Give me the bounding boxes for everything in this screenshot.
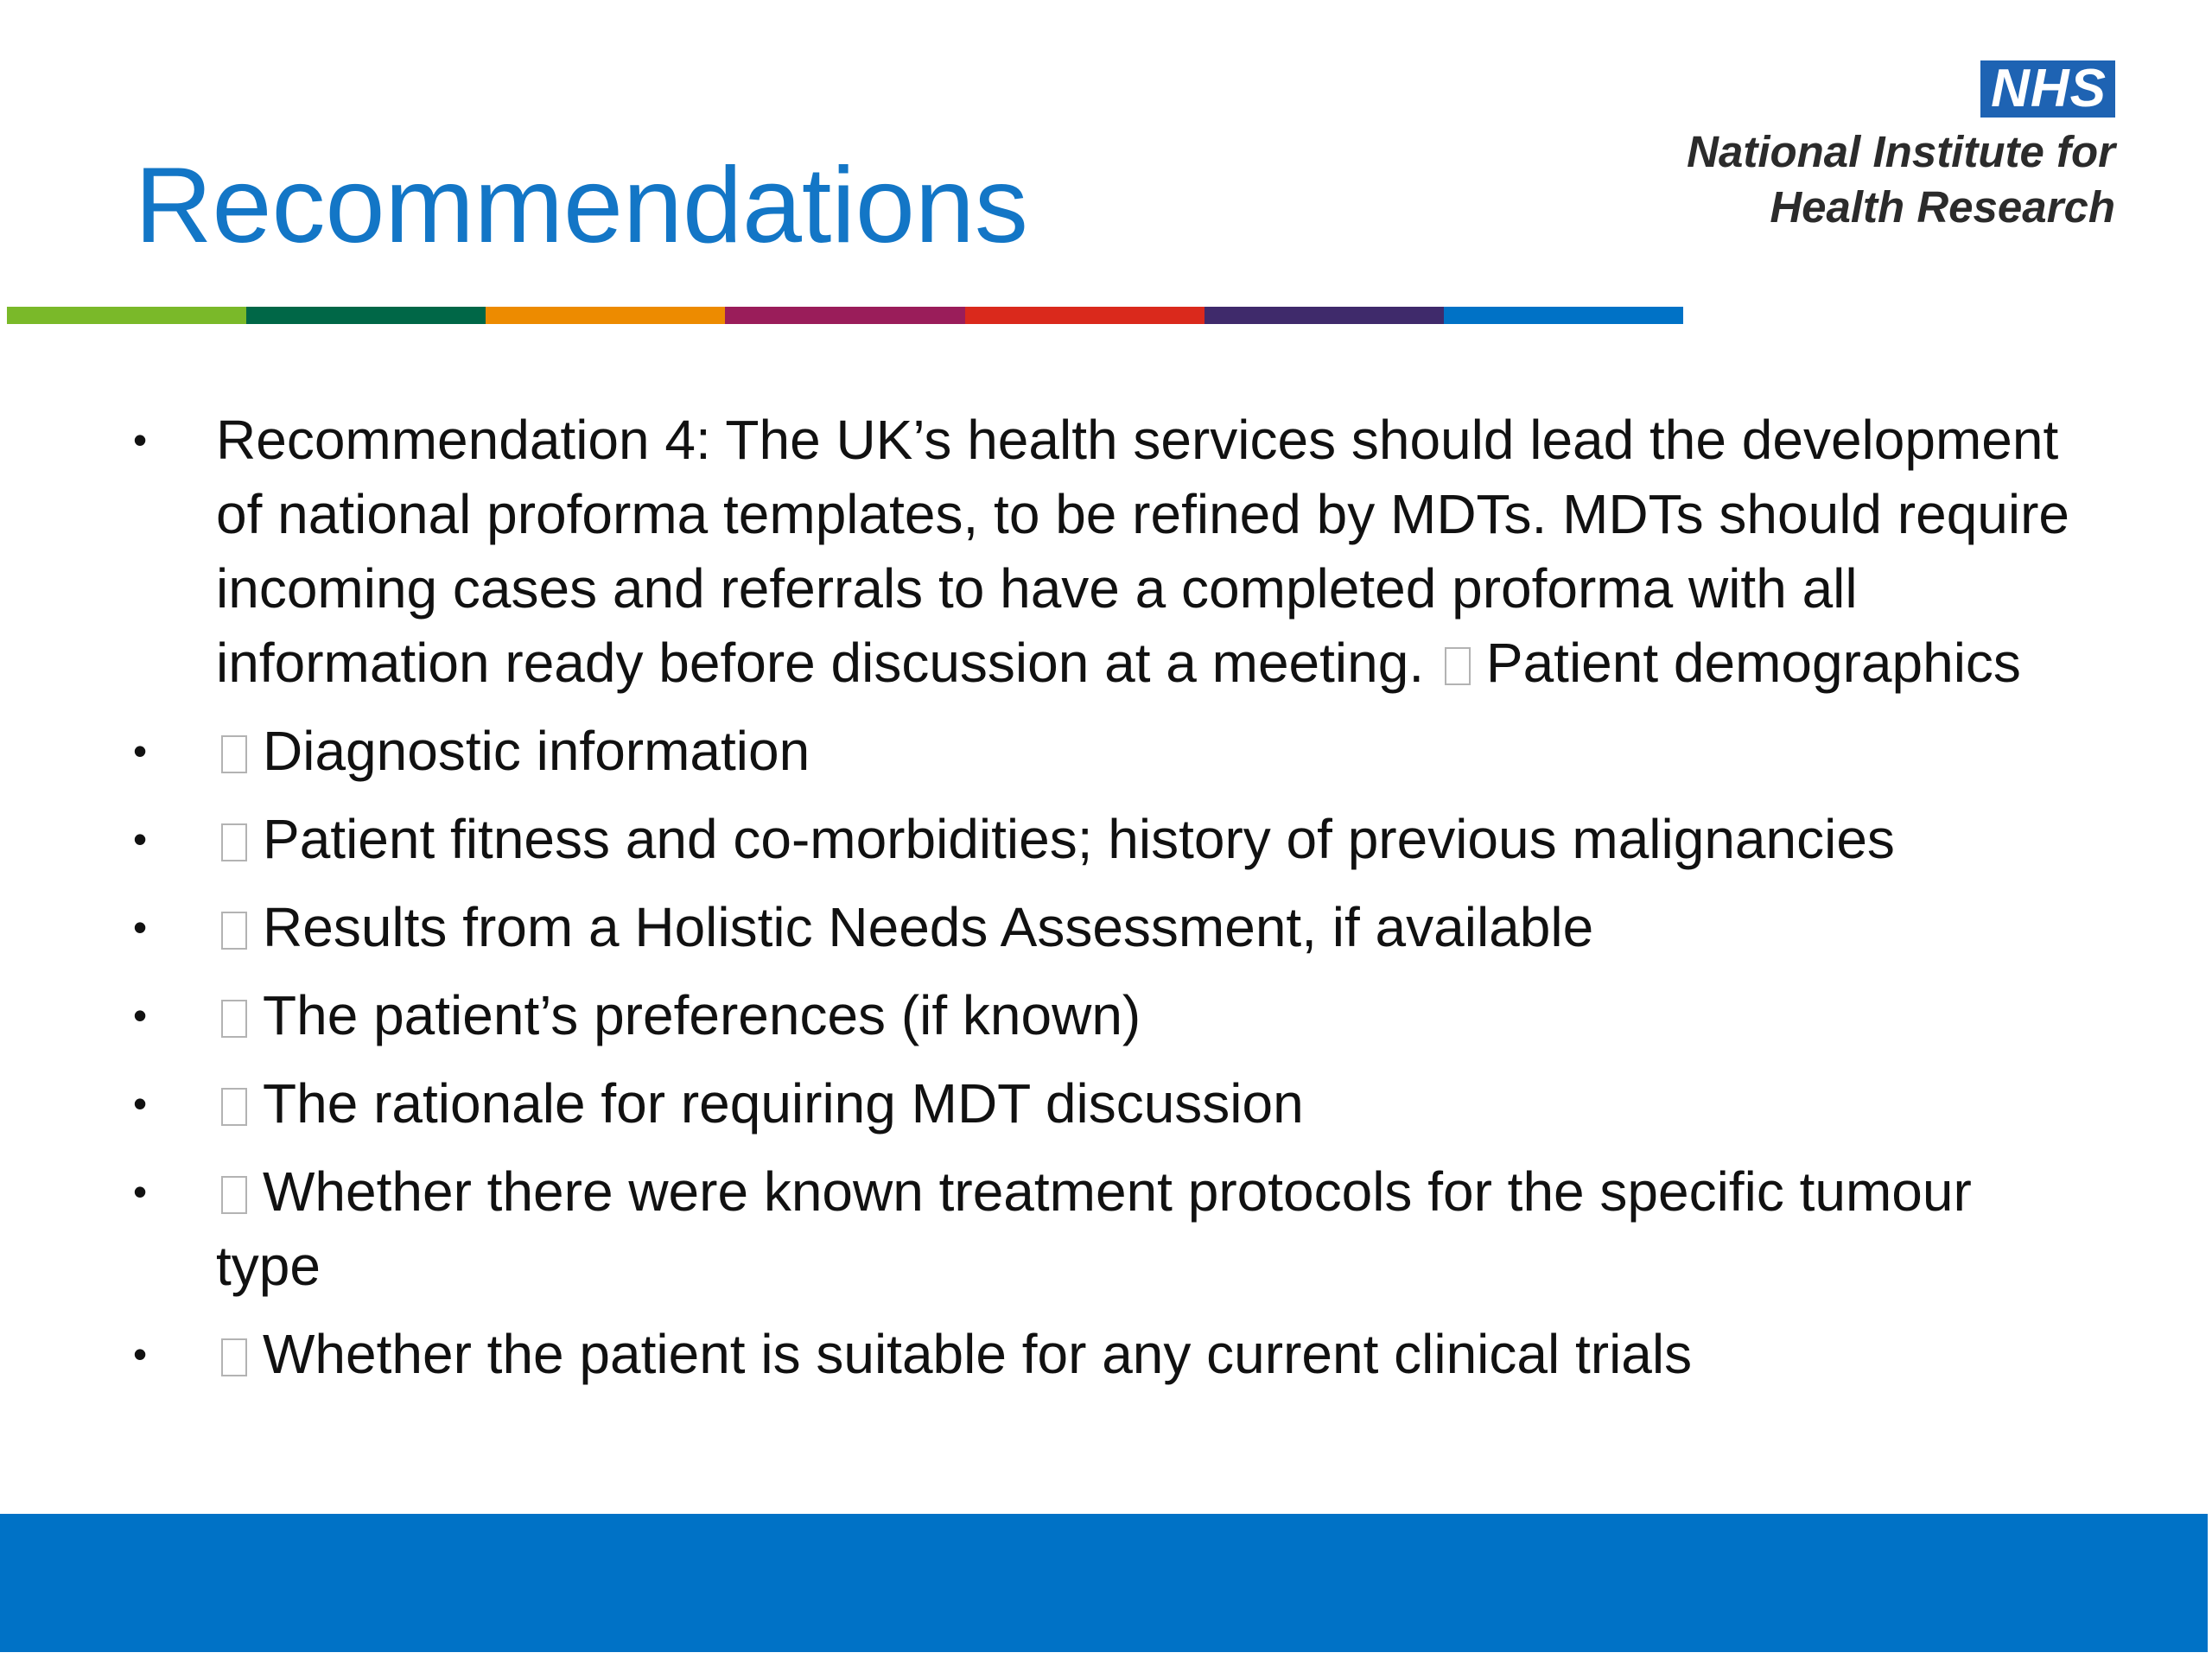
list-item — [130, 1154, 2091, 1303]
list-item — [130, 978, 2091, 1052]
list-item-text: Recommendation 4: The UK’s health services should lead the development of national proforma templates, to be refined by MDTs. MDTs should require incoming cases and referrals to have a completed proforma with all information ready before discussion at a meeting. — [216, 409, 2069, 694]
footer-band — [0, 1514, 2208, 1652]
missing-glyph-icon — [221, 1088, 247, 1126]
bullet-icon: • — [133, 1169, 148, 1214]
missing-glyph-icon — [221, 735, 247, 773]
stripe-segment-2 — [246, 307, 486, 324]
bullet-icon: • — [133, 817, 148, 861]
bullet-icon: • — [133, 1081, 148, 1126]
missing-glyph-icon — [221, 912, 247, 950]
logo-line-1: National Institute for — [1687, 127, 2115, 176]
missing-glyph-icon — [1445, 647, 1471, 685]
list-item-text: Diagnostic information — [263, 720, 810, 782]
list-item-text: Patient fitness and co-morbidities; history of previous malignancies — [263, 808, 1895, 870]
list-item-tail: Patient demographics — [1485, 632, 2021, 694]
list-item-recommendation-4 — [130, 403, 2091, 700]
slide-title: Recommendations — [135, 146, 1028, 265]
bullet-icon: • — [133, 728, 148, 773]
stripe-segment-1 — [7, 307, 246, 324]
missing-glyph-icon — [221, 823, 247, 861]
list-item-text: The patient’s preferences (if known) — [263, 984, 1141, 1046]
nhs-badge: NHS — [1980, 60, 2115, 118]
missing-glyph-icon — [221, 1338, 247, 1376]
logo-line-2: Health Research — [1770, 182, 2115, 232]
stripe-segment-5 — [965, 307, 1205, 324]
list-item-text: The rationale for requiring MDT discussion — [263, 1072, 1304, 1135]
list-item-text: Whether the patient is suitable for any current clinical trials — [263, 1323, 1693, 1385]
list-item — [130, 714, 2091, 788]
stripe-segment-4 — [725, 307, 964, 324]
list-item — [130, 890, 2091, 964]
nihr-logo — [1631, 60, 2115, 235]
bullet-icon: • — [133, 417, 148, 462]
color-stripe-divider — [7, 307, 1683, 324]
list-item — [130, 802, 2091, 876]
list-item — [130, 1317, 2091, 1391]
stripe-segment-7 — [1444, 307, 1683, 324]
stripe-segment-6 — [1205, 307, 1444, 324]
bullet-icon: • — [133, 993, 148, 1038]
missing-glyph-icon — [221, 1000, 247, 1038]
recommendation-list — [130, 403, 2091, 1405]
stripe-segment-3 — [486, 307, 725, 324]
list-item-text: Results from a Holistic Needs Assessment, if available — [263, 896, 1594, 958]
list-item-text: Whether there were known treatment protocols for the specific tumour type — [216, 1160, 1972, 1297]
missing-glyph-icon — [221, 1176, 247, 1214]
bullet-icon: • — [133, 905, 148, 950]
list-item — [130, 1066, 2091, 1141]
bullet-icon: • — [133, 1332, 148, 1376]
